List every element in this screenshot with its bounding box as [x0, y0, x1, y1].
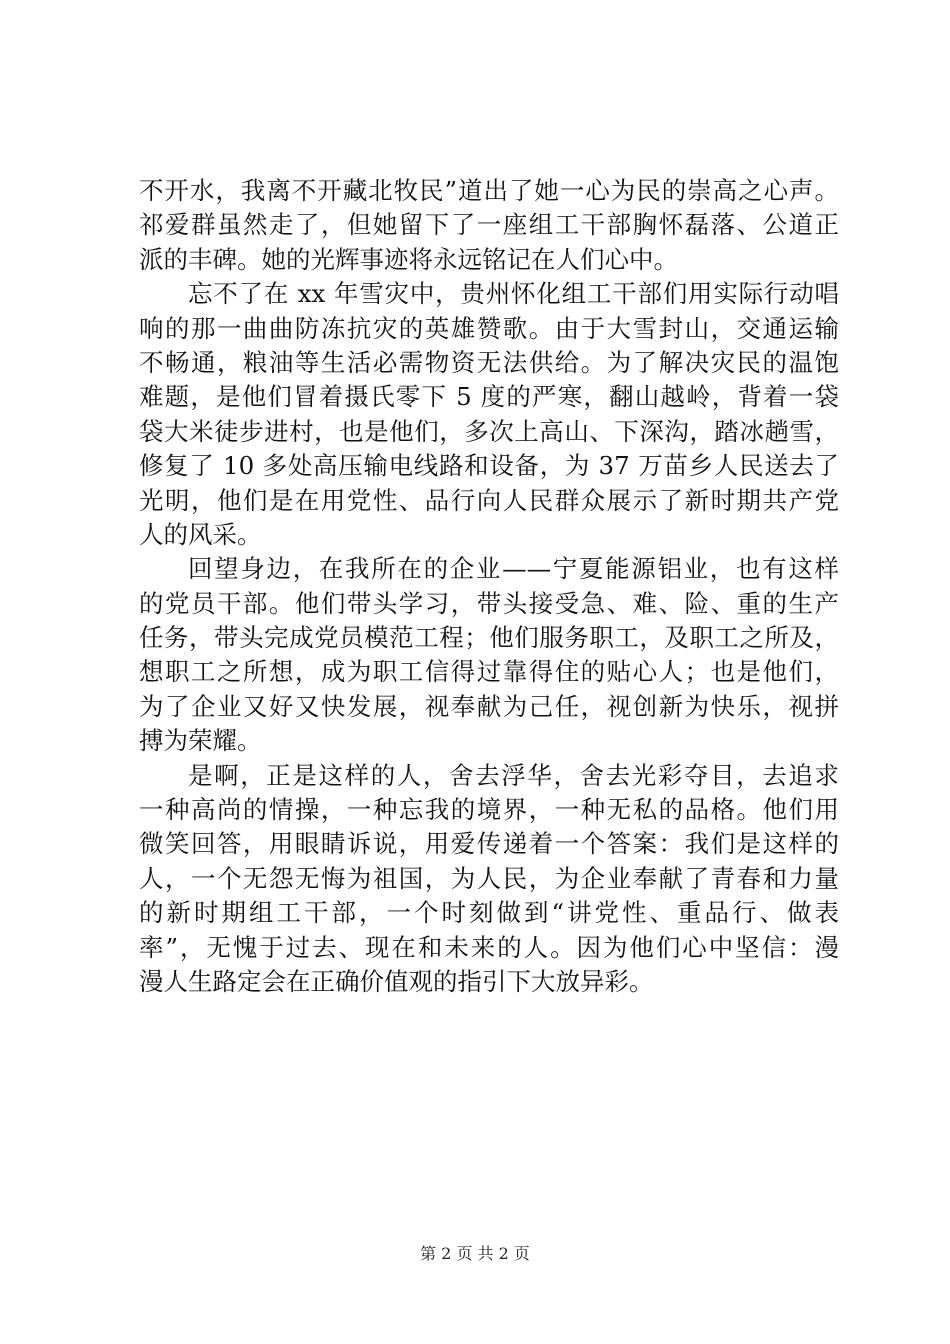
text-line: 微笑回答，用眼睛诉说，用爱传递着一个答案：我们是这样的 — [139, 829, 839, 859]
text-line: 人的风采。 — [139, 519, 262, 549]
text-line: 的党员干部。他们带头学习，带头接受急、难、险、重的生产 — [139, 588, 839, 618]
text-line: 袋大米徒步进村，也是他们，多次上高山、下深沟，踏冰趟雪， — [139, 416, 839, 446]
text-line: 的新时期组工干部，一个时刻做到“讲党性、重品行、做表 — [139, 898, 839, 928]
text-line: 修复了 10 多处高压输电线路和设备，为 37 万苗乡人民送去了 — [139, 451, 839, 481]
text-line: 是啊，正是这样的人，舍去浮华，舍去光彩夺目，去追求 — [188, 760, 839, 790]
text-line: 不畅通，粮油等生活必需物资无法供给。为了解决灾民的温饱 — [139, 347, 839, 377]
text-line: 想职工之所想，成为职工信得过靠得住的贴心人；也是他们， — [139, 657, 839, 687]
text-line: 光明，他们是在用党性、品行向人民群众展示了新时期共产党 — [139, 485, 839, 515]
text-line: 任务，带头完成党员模范工程；他们服务职工，及职工之所及， — [139, 623, 839, 653]
text-line: 人，一个无怨无悔为祖国，为人民，为企业奉献了青春和力量 — [139, 863, 839, 893]
document-body — [139, 174, 839, 999]
text-line: 忘不了在 xx 年雪灾中，贵州怀化组工干部们用实际行动唱 — [188, 279, 839, 309]
text-line: 祁爱群虽然走了，但她留下了一座组工干部胸怀磊落、公道正 — [139, 210, 839, 240]
text-line: 难题，是他们冒着摄氏零下 5 度的严寒，翻山越岭，背着一袋 — [139, 382, 839, 412]
page-footer: 第 2 页 共 2 页 — [420, 1244, 530, 1263]
text-line: 一种高尚的情操，一种忘我的境界，一种无私的品格。他们用 — [139, 795, 839, 825]
text-line: 搏为荣耀。 — [139, 726, 262, 756]
text-line: 不开水，我离不开藏北牧民”道出了她一心为民的崇高之心声。 — [139, 176, 839, 205]
text-line: 漫人生路定会在正确价值观的指引下大放异彩。 — [139, 966, 654, 996]
text-line: 派的丰碑。她的光辉事迹将永远铭记在人们心中。 — [139, 244, 678, 274]
text-line: 响的那一曲曲防冻抗灾的英雄赞歌。由于大雪封山，交通运输 — [139, 313, 839, 343]
text-line: 为了企业又好又快发展，视奉献为己任，视创新为快乐，视拼 — [139, 691, 839, 721]
text-line: 回望身边，在我所在的企业——宁夏能源铝业，也有这样 — [188, 554, 839, 584]
text-line: 率”，无愧于过去、现在和未来的人。因为他们心中坚信：漫 — [139, 932, 839, 962]
